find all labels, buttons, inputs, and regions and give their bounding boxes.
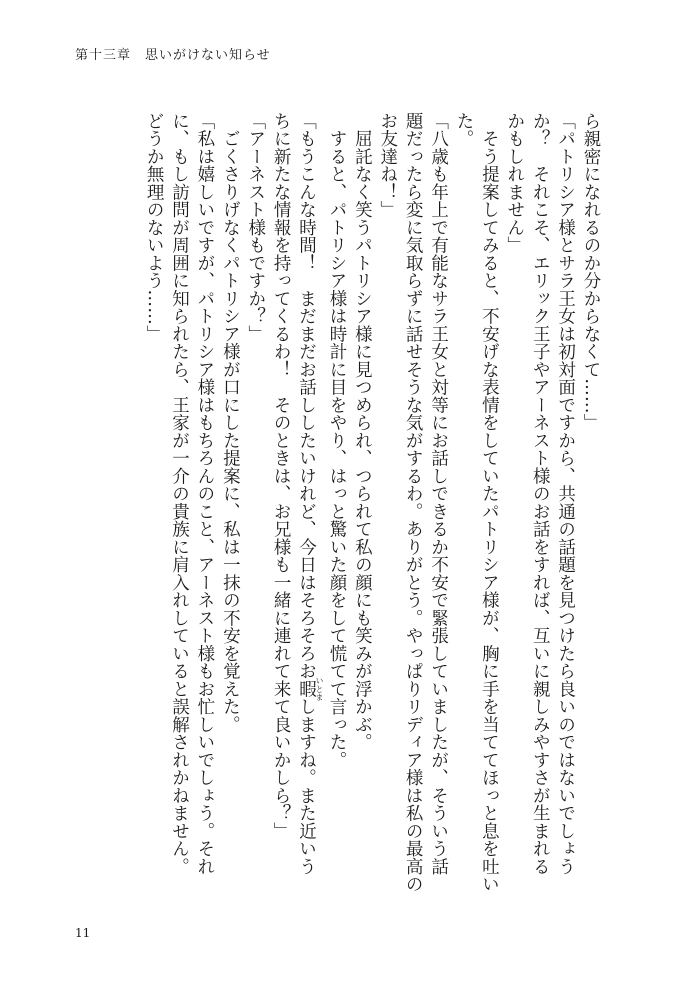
text-line: どうか無理のないよう……」 <box>144 112 165 343</box>
text-line: に、もし訪問が周囲に知られたら、王家が一介の貴族に肩入れしていると誤解されかねません。 <box>169 112 190 876</box>
text-line: ごくさりげなくパトリシア様が口にした提案に、私は一抹の不安を覚えた。 <box>220 112 241 734</box>
text-line: かもしれません」 <box>504 112 525 254</box>
ruby-reading: いとま <box>315 676 325 702</box>
text-line: 「アーネスト様もですか？」 <box>245 112 266 343</box>
page-number: 11 <box>75 926 91 940</box>
text-line-with-ruby: 「もうこんな時間！ まだまだお話ししたいけれど、今日はそろそろお暇いとましますね。また近いう <box>296 112 325 876</box>
text-line: た。 <box>453 112 474 148</box>
text-line: そう提案してみると、不安げな表情をしていたパトリシア様が、胸に手を当ててほっと息を吐い <box>479 112 500 893</box>
text-line: ら親密になれるのか分からなくて……」 <box>581 112 601 432</box>
novel-body-text <box>133 112 603 902</box>
text-line: 「私は嬉しいですが、パトリシア様はもちろんのこと、アーネスト様もお忙しいでしょう。それ <box>194 112 215 876</box>
text-line: 「八歳も年上で有能なサラ王女と対等にお話しできるか不安で緊張していましたが、そういう話 <box>428 112 449 876</box>
chapter-header: 第十三章 思いがけない知らせ <box>75 48 271 63</box>
text-line: 「パトリシア様とサラ王女は初対面ですから、共通の話題を見つけたら良いのではないでしょう <box>555 112 576 876</box>
text-line: 題だったら変に気取らずに話せそうな気がするわ。ありがとう。やっぱりリディア様は私の最高の <box>403 112 424 893</box>
ruby-annotation: 暇いとま <box>296 676 325 702</box>
text-line: すると、パトリシア様は時計に目をやり、はっと驚いた顔をして慌てて言った。 <box>326 112 347 769</box>
text-line: お友達ね！」 <box>377 112 398 219</box>
text-line: 屈託なく笑うパトリシア様に見つめられ、つられて私の顔にも笑みが浮かぶ。 <box>352 112 373 751</box>
text-line: ちに新たな情報を持ってくるわ！ そのときは、お兄様も一緒に連れて来て良いかしら？」 <box>271 112 292 840</box>
text-line: か？ それこそ、エリック王子やアーネスト様のお話をすれば、互いに親しみやすさが生まれる <box>530 112 551 876</box>
